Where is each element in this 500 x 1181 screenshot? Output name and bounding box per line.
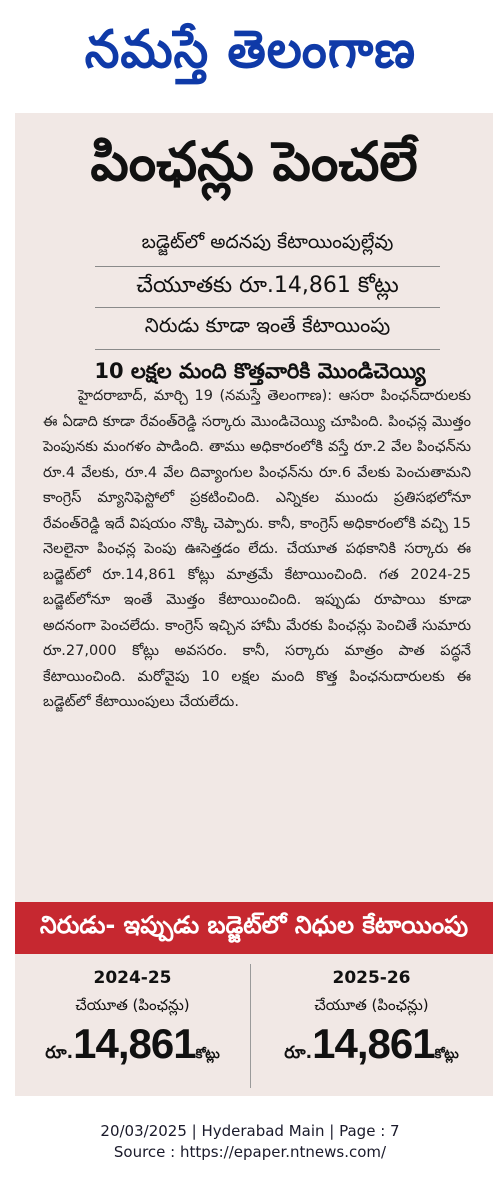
article-body: హైదరాబాద్, మార్చి 19 (నమస్తే తెలంగాణ): ఆసరా పింఛన్‌దారులకు ఈ ఏడాది కూడా రేవంత్‌రెడ్డి సర్కారు మొండిచెయ్యి చూపింది. పింఛన్ల మొత్తం పెంపునకు మంగళం పాడింది. తాము అధికారంలోకి వస్తే రూ.2 వేల పింఛన్‌ను రూ.4 వేలకు, రూ.4 వేల దివ్యాంగుల పింఛన్‌ను రూ.6 వేలకు పెంచుతామని కాంగ్రెస్ మ్యానిఫెస్టోలో ప్రకటించింది. ఎన్నికల ముందు ప్రతిసభలోనూ రేవంత్‌రెడ్డి ఇదే విషయం నొక్కి చెప్పారు. కానీ, కాంగ్రెస్ అధికారంలోకి వచ్చి 15 నెలలైనా పింఛన్ల పెంపు ఊసెత్తడం లేదు. చేయూత పథకానికి సర్కారు ఈ బడ్జెట్‌లో రూ.14,861 కోట్లు మాత్రమే కేటాయించింది. గత 2024-25 బడ్జెట్‌లోనూ ఇంతే మొత్తం కేటాయించింది. ఇప్పుడు రూపాయి కూడా అదనంగా పెంచలేదు. కాంగ్రెస్ ఇచ్చిన హామీ మేరకు పింఛన్లు పెంచితే సుమారు రూ.27,000 కోట్లు అవసరం. కానీ, సర్కారు మాత్రం పాత పద్ధనే కేటాయించింది. మరోవైపు 10 లక్షల మంది కొత్త పింఛనుదారులకు ఈ బడ్జెట్‌లో కేటాయింపులు చేయలేదు. [43,388,471,710]
subheading-divider [95,307,440,308]
subheading-divider [95,349,440,350]
amount-value: 14,861 [73,1020,196,1067]
amount-unit: కోట్లు [195,1047,220,1062]
subheading-2: చేయూతకు రూ.14,861 కోట్లు [136,273,399,298]
allocation-column-2024-25 [15,962,250,1088]
masthead [0,0,500,100]
scheme-label: చేయూత (పింఛన్లు) [314,996,429,1014]
fiscal-year: 2025-26 [332,968,411,988]
comparison-banner [15,902,493,954]
column-divider [250,964,251,1088]
amount-unit: కోట్లు [434,1047,459,1062]
comparison-title: నిరుడు- ఇప్పుడు బడ్జెట్‌లో నిధుల కేటాయింపు [39,911,469,939]
currency-prefix: రూ. [284,1043,313,1063]
subheading-divider [95,266,440,267]
footer-source-link[interactable]: Source : https://epaper.ntnews.com/ [113,1143,387,1161]
subheading-1: బడ్జెట్‌లో అదనపు కేటాయింపుల్లేవు [141,231,394,253]
scheme-label: చేయూత (పింఛన్లు) [75,996,190,1014]
newspaper-logo: నమస్తే తెలంగాణ [84,20,416,80]
footer-edition-info: 20/03/2025 | Hyderabad Main | Page : 7 [100,1122,400,1140]
article-headline: పింఛన్లు పెంచలే [90,130,418,193]
amount-value: 14,861 [312,1020,435,1067]
fiscal-year: 2024-25 [93,968,172,988]
currency-prefix: రూ. [45,1043,74,1063]
allocation-column-2025-26 [254,962,489,1088]
subheading-4: 10 లక్షల మంది కొత్తవారికి మొండిచెయ్యి [94,359,426,383]
allocation-amount [254,1020,489,1068]
allocation-amount [15,1020,250,1068]
subheading-3: నిరుడు కూడా ఇంతే కేటాయింపు [144,313,391,337]
